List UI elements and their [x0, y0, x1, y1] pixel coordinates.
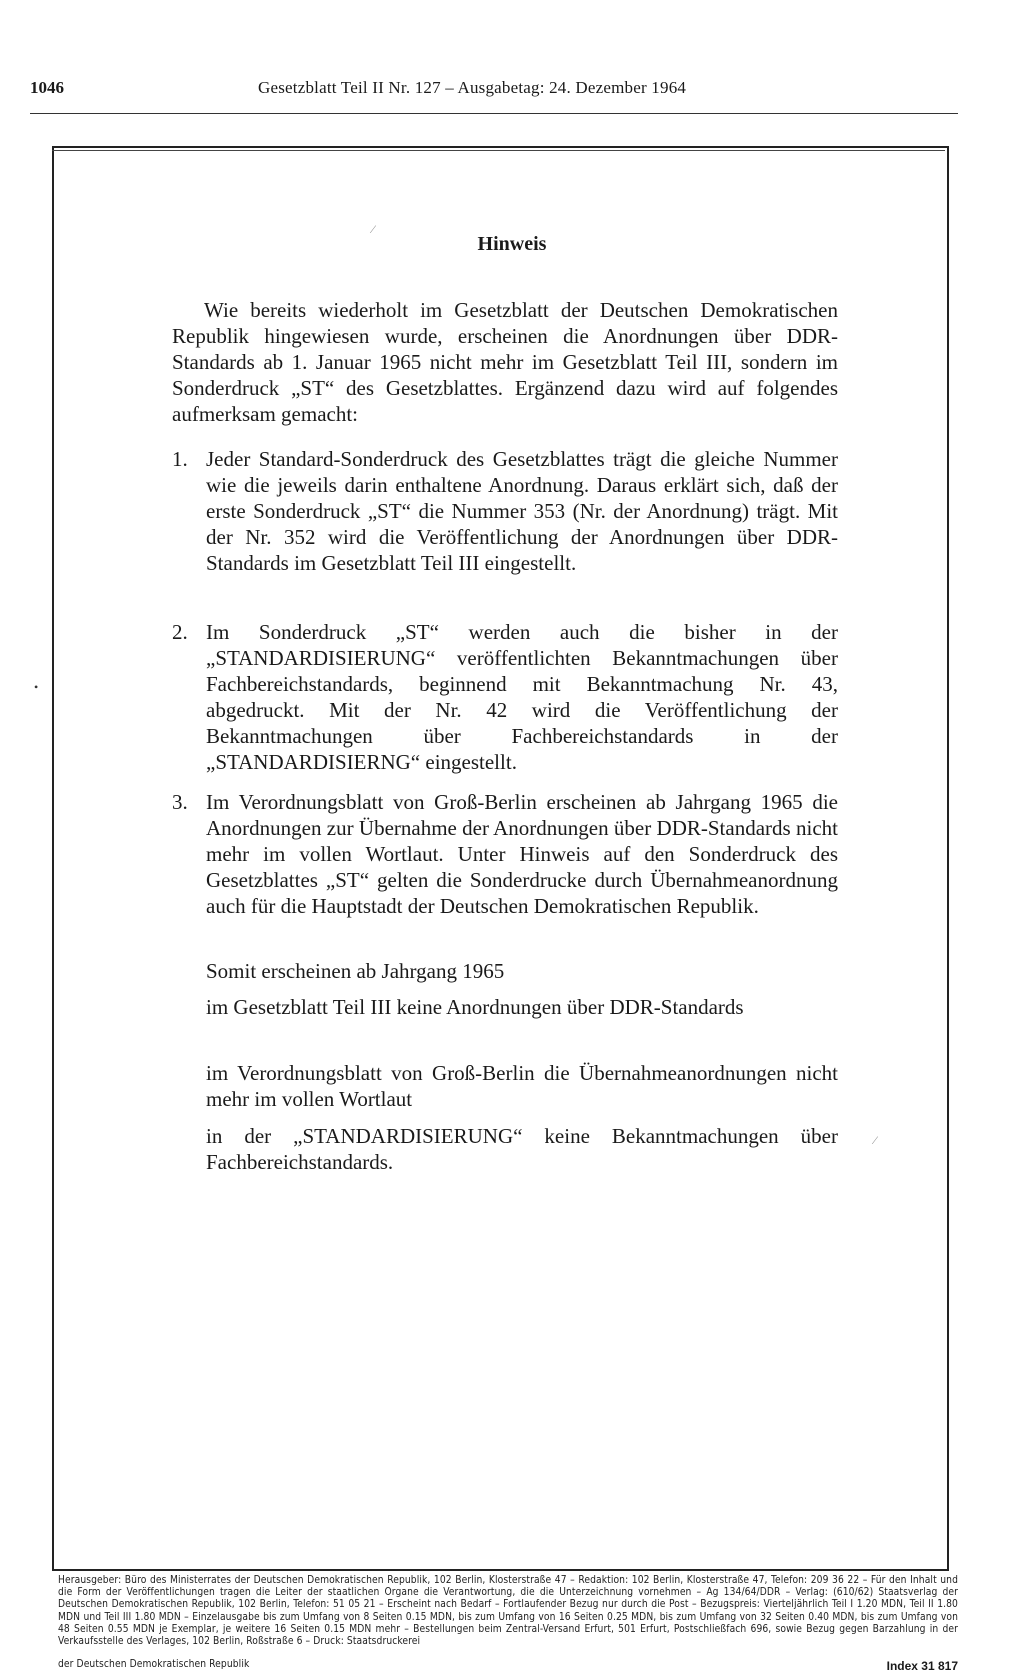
item-text: Im Sonderdruck „ST“ werden auch die bisher in der „STANDARDISIERUNG“ veröffentlichten Bekanntmachungen über Fachbereichstandards, beginnend mit Bekanntmachung Nr. 43, abgedruckt. Mit der Nr. 42 wird die Veröffentlichung der Bekanntmachungen über Fachbereichstandards in der „STANDARDISIERNG“ eingestellt. [206, 620, 838, 774]
running-head: Gesetzblatt Teil II Nr. 127 – Ausgabetag: 24. Dezember 1964 [258, 78, 687, 97]
frame-inner-rule [52, 150, 945, 151]
item-number: 2. [172, 620, 188, 644]
pencil-mark: ⁄ [372, 222, 375, 236]
page-header [30, 78, 958, 106]
header-rule [30, 113, 958, 114]
numbered-item [172, 789, 838, 949]
summary-point: in der „STANDARDISIERUNG“ keine Bekanntmachungen über Fachbereichstandards. [206, 1124, 838, 1174]
margin-dot: • [34, 680, 39, 694]
notice-title: Hinweis [477, 233, 547, 255]
page-number: 1046 [30, 78, 64, 97]
item-text: Im Verordnungsblatt von Groß-Berlin erscheinen ab Jahrgang 1965 die Anordnungen zur Übernahme der Anordnungen über DDR-Standards nicht mehr im vollen Wortlaut. Unter Hinweis auf den Sonderdruck des Gesetzblattes „ST“ gelten die Sonderdrucke durch Übernahmeanordnung auch für die Hauptstadt der Deutschen Demokratischen Republik. [206, 790, 838, 918]
imprint-text: Herausgeber: Büro des Ministerrates der Deutschen Demokratischen Republik, 102 Berlin, Klosterstraße 47 – Redaktion: 102 Berlin, Klosterstraße 47, Telefon: 209 36 22 – Für den Inhalt und die Form der Veröffentlichungen tragen die Leiter der staatlichen Organe die Verantwortung, die die Unterzeichnung vornehmen – Ag 134/64/DDR – Verlag: (610/62) Staatsverlag der Deutschen Demokratischen Republik, 102 Berlin, Telefon: 51 05 21 – Erscheint nach Bedarf – Fortlaufender Bezug nur durch die Post – Bezugspreis: Vierteljährlich Teil I 1.20 MDN, Teil II 1.80 MDN und Teil III 1.80 MDN – Einzelausgabe bis zum Umfang von 8 Seiten 0.15 MDN, bis zum Umfang von 16 Seiten 0.25 MDN, bis zum Umfang von 32 Seiten 0.40 MDN, bis zum Umfang von 48 Seiten 0.55 MDN je Exemplar, je weitere 16 Seiten 0.15 MDN mehr – Bestellungen beim Zentral-Versand Erfurt, 501 Erfurt, Postschließfach 696, sowie Bezug gegen Barzahlung in der Verkaufsstelle des Verlages, 102 Berlin, Roßstraße 6 – Druck: Staatsdruckerei [58, 1575, 958, 1648]
item-number: 1. [172, 447, 188, 471]
imprint-last-line: der Deutschen Demokratischen Republik [58, 1659, 250, 1670]
summary-point: im Gesetzblatt Teil III keine Anordnungen über DDR-Standards [206, 995, 744, 1019]
summary-lead: Somit erscheinen ab Jahrgang 1965 [206, 959, 505, 983]
pencil-mark: ⁄ [874, 1133, 877, 1147]
summary-point: im Verordnungsblatt von Groß-Berlin die Übernahmeanordnungen nicht mehr im vollen Wortlaut [206, 1061, 838, 1111]
item-number: 3. [172, 790, 188, 814]
numbered-item [172, 619, 838, 779]
notice-intro: Wie bereits wiederholt im Gesetzblatt der Deutschen Demokratischen Republik hingewiesen wurde, erscheinen die Anordnungen über DDR-Standards ab 1. Januar 1965 nicht mehr im Gesetzblatt Teil III, sondern im Sonderdruck „ST“ des Gesetzblattes. Ergänzend dazu wird auf folgendes aufmerksam gemacht: [172, 298, 838, 426]
numbered-item [172, 446, 838, 606]
index-number: Index 31 817 [886, 1659, 958, 1673]
item-text: Jeder Standard-Sonderdruck des Gesetzblattes trägt die gleiche Nummer wie die jeweils darin enthaltene Anordnung. Daraus erklärt sich, daß der erste Sonderdruck „ST“ die Nummer 353 (Nr. der Anordnung) trägt. Mit der Nr. 352 wird die Veröffentlichung der Anordnungen über DDR-Standards im Gesetzblatt Teil III eingestellt. [206, 447, 838, 575]
